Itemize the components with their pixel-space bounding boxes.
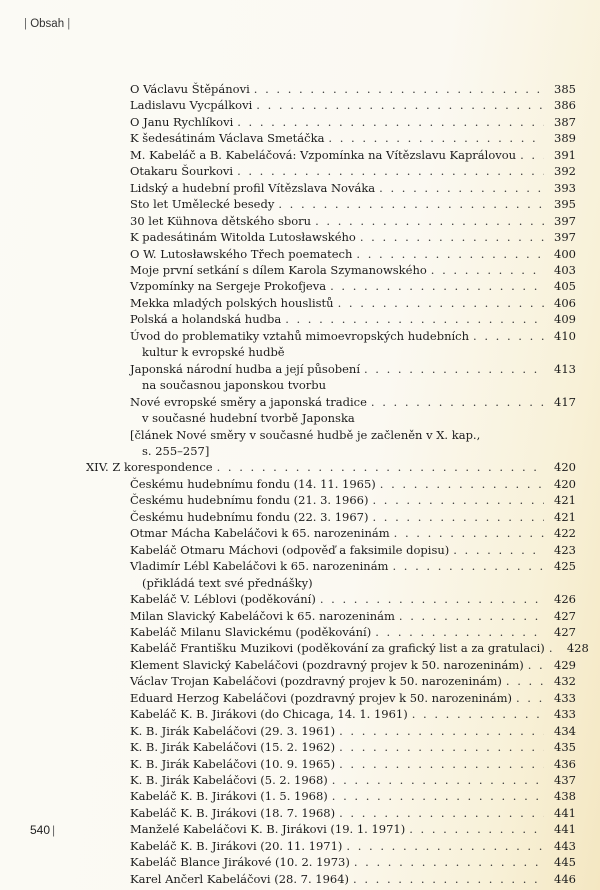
toc-entry[interactable] [86, 476, 576, 492]
toc-entry-title: Moje první setkání s dílem Karola Szymanowského [130, 262, 427, 277]
toc-entry-page: 409 [554, 312, 576, 327]
toc-entry[interactable] [86, 756, 576, 772]
toc-entry-page: 391 [554, 147, 576, 162]
toc-entry-title: Kabeláč K. B. Jirákovi (18. 7. 1968) [130, 805, 336, 820]
toc-entry[interactable] [86, 246, 576, 262]
toc-entry-title: Klement Slavický Kabeláčovi (pozdravný projev k 50. narozeninám) [130, 657, 524, 672]
toc-entry-page: 410 [554, 328, 576, 343]
toc-leader-dots [320, 591, 544, 607]
toc-entry[interactable] [86, 81, 576, 97]
toc-entry-title: O Václavu Štěpánovi [130, 82, 250, 96]
toc-entry-title: Lidský a hudební profil Vítězslava Nováka [130, 180, 376, 195]
toc-leader-dots [372, 509, 544, 525]
toc-entry[interactable] [86, 180, 576, 196]
toc-leader-dots [528, 657, 544, 673]
toc-leader-dots [285, 311, 544, 327]
toc-entry[interactable] [86, 772, 576, 788]
toc-entry[interactable] [86, 558, 576, 574]
toc-entry[interactable] [86, 624, 576, 640]
toc-leader-dots [339, 805, 544, 821]
toc-entry-page: 428 [566, 641, 589, 656]
toc-entry-title: Milan Slavický Kabeláčovi k 65. narozeninám [130, 608, 395, 623]
toc-entry[interactable] [86, 361, 576, 377]
toc-leader-dots [328, 130, 544, 146]
toc-leader-dots [409, 821, 544, 837]
table-of-contents [86, 81, 589, 887]
toc-entry-page: 422 [554, 526, 576, 541]
toc-entry-page: 406 [554, 295, 576, 310]
toc-entry-title: O Janu Rychlíkovi [130, 114, 234, 129]
toc-entry[interactable] [86, 311, 576, 327]
toc-leader-dots [453, 542, 544, 558]
toc-entry-title: K. B. Jirák Kabeláčovi (15. 2. 1962) [130, 740, 336, 755]
toc-leader-dots [346, 838, 544, 854]
toc-entry[interactable] [86, 262, 576, 278]
toc-leader-dots [354, 854, 544, 870]
toc-entry-page: 435 [554, 740, 576, 755]
toc-entry[interactable] [86, 838, 576, 854]
toc-leader-dots [278, 196, 544, 212]
toc-leader-dots [372, 492, 544, 508]
toc-entry-title: Českému hudebnímu fondu (22. 3. 1967) [130, 509, 369, 524]
toc-entry-title: K šedesátinám Václava Smetáčka [130, 131, 325, 146]
toc-entry-page: 426 [554, 592, 576, 607]
toc-leader-dots [473, 328, 544, 344]
running-head-bar-left: | [24, 18, 27, 30]
running-head-title: Obsah [30, 18, 65, 30]
toc-entry-title: Ladislavu Vycpálkovi [130, 98, 253, 113]
toc-entry[interactable] [86, 509, 576, 525]
toc-entry-title: K. B. Jirák Kabeláčovi (5. 2. 1968) [130, 773, 328, 788]
toc-leader-dots [353, 871, 544, 887]
toc-entry-title: 30 let Kühnova dětského sboru [130, 213, 312, 228]
toc-entry-title: Václav Trojan Kabeláčovi (pozdravný projev k 50. narozeninám) [130, 674, 502, 689]
toc-leader-dots [256, 97, 544, 113]
toc-leader-dots [217, 459, 544, 475]
toc-entry[interactable] [86, 147, 576, 163]
toc-entry[interactable] [86, 673, 576, 689]
toc-entry-page: 400 [554, 246, 576, 261]
toc-entry[interactable] [86, 114, 576, 130]
toc-leader-dots [254, 81, 544, 97]
toc-leader-dots [520, 147, 544, 163]
toc-entry-continuation: na současnou japonskou tvorbu [142, 378, 327, 393]
toc-entry-title: Kabeláč Otmaru Máchovi (odpověď a faksimile dopisu) [130, 542, 450, 557]
toc-entry-page: 385 [554, 82, 576, 96]
toc-entry[interactable] [86, 525, 576, 541]
toc-entry[interactable] [86, 640, 589, 656]
toc-leader-dots [339, 756, 544, 772]
toc-leader-dots [332, 772, 544, 788]
toc-entry[interactable] [86, 657, 576, 673]
toc-entry-page: 441 [554, 822, 576, 837]
page-number-bar: | [52, 823, 56, 837]
toc-leader-dots [237, 114, 544, 130]
toc-leader-dots [364, 361, 544, 377]
toc-entry-page: 421 [554, 493, 576, 508]
toc-leader-dots [412, 706, 544, 722]
toc-entry-title: Eduard Herzog Kabeláčovi (pozdravný projev k 50. narozeninám) [130, 690, 512, 705]
running-head-bar-right: | [67, 18, 71, 30]
toc-entry-title: Sto let Umělecké besedy [130, 197, 275, 212]
toc-entry-title: Kabeláč Františku Muzikovi (poděkování za grafický list a za gratulaci) [130, 641, 545, 656]
page-footer [30, 823, 55, 837]
toc-note-line: [článek Nové směry v současné hudbě je začleněn v X. kap., [130, 427, 481, 442]
toc-entry-title: Mekka mladých polských houslistů [130, 295, 334, 310]
toc-entry-continuation: v současné hudební tvorbě Japonska [142, 411, 355, 426]
toc-entry-title: Otakaru Šourkovi [130, 164, 234, 179]
running-head [24, 18, 70, 30]
toc-entry-page: 386 [554, 98, 576, 113]
toc-entry[interactable] [86, 854, 576, 870]
toc-entry-page: 403 [554, 262, 576, 277]
toc-entry-title: Kabeláč Blance Jirákové (10. 2. 1973) [130, 855, 350, 870]
toc-entry-page: 433 [554, 707, 576, 722]
toc-note-line: s. 255–257] [142, 443, 210, 458]
toc-entry-title: Manželé Kabeláčovi K. B. Jirákovi (19. 1. 1971) [130, 822, 406, 837]
toc-leader-dots [431, 262, 544, 278]
toc-entry[interactable] [86, 591, 576, 607]
toc-entry-title: Kabeláč K. B. Jirákovi (do Chicaga, 14. 1. 1961) [130, 707, 408, 722]
toc-leader-dots [339, 739, 544, 755]
toc-entry-page: 437 [554, 773, 576, 788]
toc-leader-dots [516, 690, 544, 706]
toc-entry-page: 397 [554, 230, 576, 245]
toc-leader-dots [356, 246, 544, 262]
toc-entry-page: 392 [554, 164, 576, 179]
toc-entry-page: 420 [554, 460, 576, 475]
toc-entry[interactable] [86, 788, 576, 804]
toc-entry-title: Vzpomínky na Sergeje Prokofjeva [130, 279, 327, 294]
toc-entry-continuation: (přikládá text své přednášky) [142, 575, 313, 590]
toc-entry-page: 423 [554, 542, 576, 557]
toc-entry[interactable] [86, 278, 576, 294]
toc-entry-title: Českému hudebnímu fondu (14. 11. 1965) [130, 476, 376, 491]
toc-entry-page: 397 [554, 213, 576, 228]
toc-entry-page: 425 [554, 559, 576, 574]
toc-entry-title: Českému hudebnímu fondu (21. 3. 1966) [130, 493, 369, 508]
toc-leader-dots [371, 394, 544, 410]
toc-entry-page: 436 [554, 756, 576, 771]
toc-entry[interactable] [86, 130, 576, 146]
toc-entry[interactable] [86, 723, 576, 739]
toc-leader-dots [332, 788, 544, 804]
toc-chapter-heading[interactable] [86, 459, 576, 475]
toc-entry-page: 445 [554, 855, 576, 870]
toc-entry[interactable] [86, 97, 576, 113]
toc-entry-page: 446 [554, 871, 576, 886]
toc-entry[interactable] [86, 229, 576, 245]
toc-leader-dots [549, 640, 557, 656]
toc-leader-dots [394, 525, 544, 541]
toc-entry[interactable] [86, 213, 576, 229]
toc-entry-page: 441 [554, 805, 576, 820]
toc-entry[interactable] [86, 706, 576, 722]
toc-entry-title: Nové evropské směry a japonská tradice [130, 394, 367, 409]
toc-entry[interactable] [86, 739, 576, 755]
toc-entry[interactable] [86, 805, 576, 821]
toc-leader-dots [339, 723, 544, 739]
toc-entry-page: 433 [554, 690, 576, 705]
toc-entry[interactable] [86, 542, 576, 558]
toc-entry-title: Kabeláč K. B. Jirákovi (1. 5. 1968) [130, 789, 328, 804]
toc-entry-title: Kabeláč Milanu Slavickému (poděkování) [130, 624, 372, 639]
toc-entry-page: 438 [554, 789, 576, 804]
toc-entry-page: 427 [554, 624, 576, 639]
toc-entry[interactable] [86, 871, 576, 887]
toc-leader-dots [506, 673, 544, 689]
toc-entry[interactable] [86, 295, 576, 311]
toc-leader-dots [330, 278, 544, 294]
toc-leader-dots [237, 163, 544, 179]
toc-entry-title: Karel Ančerl Kabeláčovi (28. 7. 1964) [130, 871, 350, 886]
toc-entry-page: 429 [554, 657, 576, 672]
toc-entry-title: Kabeláč V. Léblovi (poděkování) [130, 592, 316, 607]
toc-entry[interactable] [86, 821, 576, 837]
toc-entry-page: 427 [554, 608, 576, 623]
toc-entry-page: 421 [554, 509, 576, 524]
toc-entry[interactable] [86, 690, 576, 706]
toc-entry-title: Kabeláč K. B. Jirákovi (20. 11. 1971) [130, 838, 343, 853]
toc-entry[interactable] [86, 394, 576, 410]
toc-entry[interactable] [86, 492, 576, 508]
toc-leader-dots [315, 213, 544, 229]
toc-entry-page: 434 [554, 723, 576, 738]
toc-entry-page: 405 [554, 279, 576, 294]
toc-entry-title: M. Kabeláč a B. Kabeláčová: Vzpomínka na Vítězslavu Kaprálovou [130, 147, 517, 162]
toc-leader-dots [379, 180, 544, 196]
toc-leader-dots [375, 624, 544, 640]
toc-entry-title: Otmar Mácha Kabeláčovi k 65. narozeninám [130, 526, 390, 541]
toc-entry-page: 387 [554, 114, 576, 129]
toc-entry-title: Vladimír Lébl Kabeláčovi k 65. narozeninám [130, 559, 389, 574]
toc-entry[interactable] [86, 196, 576, 212]
toc-entry[interactable] [86, 608, 576, 624]
toc-entry-title: XIV. Z korespondence [86, 460, 213, 475]
toc-entry-title: K padesátinám Witolda Lutosławského [130, 230, 356, 245]
toc-entry-page: 432 [554, 674, 576, 689]
toc-leader-dots [338, 295, 544, 311]
toc-entry-title: Polská a holandská hudba [130, 312, 282, 327]
page-number: 540 [30, 823, 51, 837]
toc-entry-page: 443 [554, 838, 576, 853]
toc-leader-dots [360, 229, 544, 245]
toc-entry-title: O W. Lutosławského Třech poematech [130, 246, 353, 261]
toc-entry-page: 413 [554, 361, 576, 376]
toc-entry-page: 395 [554, 197, 576, 212]
toc-entry-title: K. B. Jirák Kabeláčovi (10. 9. 1965) [130, 756, 336, 771]
toc-entry-title: Úvod do problematiky vztahů mimoevropských hudebních [130, 328, 470, 343]
toc-leader-dots [380, 476, 544, 492]
toc-entry[interactable] [86, 328, 576, 344]
toc-entry-page: 393 [554, 180, 576, 195]
toc-entry-page: 389 [554, 131, 576, 146]
toc-entry-page: 420 [554, 476, 576, 491]
toc-entry-continuation: kultur k evropské hudbě [142, 345, 285, 360]
toc-entry-page: 417 [554, 394, 576, 409]
toc-leader-dots [392, 558, 544, 574]
toc-entry-title: Japonská národní hudba a její působení [130, 361, 360, 376]
toc-leader-dots [399, 608, 544, 624]
toc-entry-title: K. B. Jirák Kabeláčovi (29. 3. 1961) [130, 723, 336, 738]
toc-entry[interactable] [86, 163, 576, 179]
